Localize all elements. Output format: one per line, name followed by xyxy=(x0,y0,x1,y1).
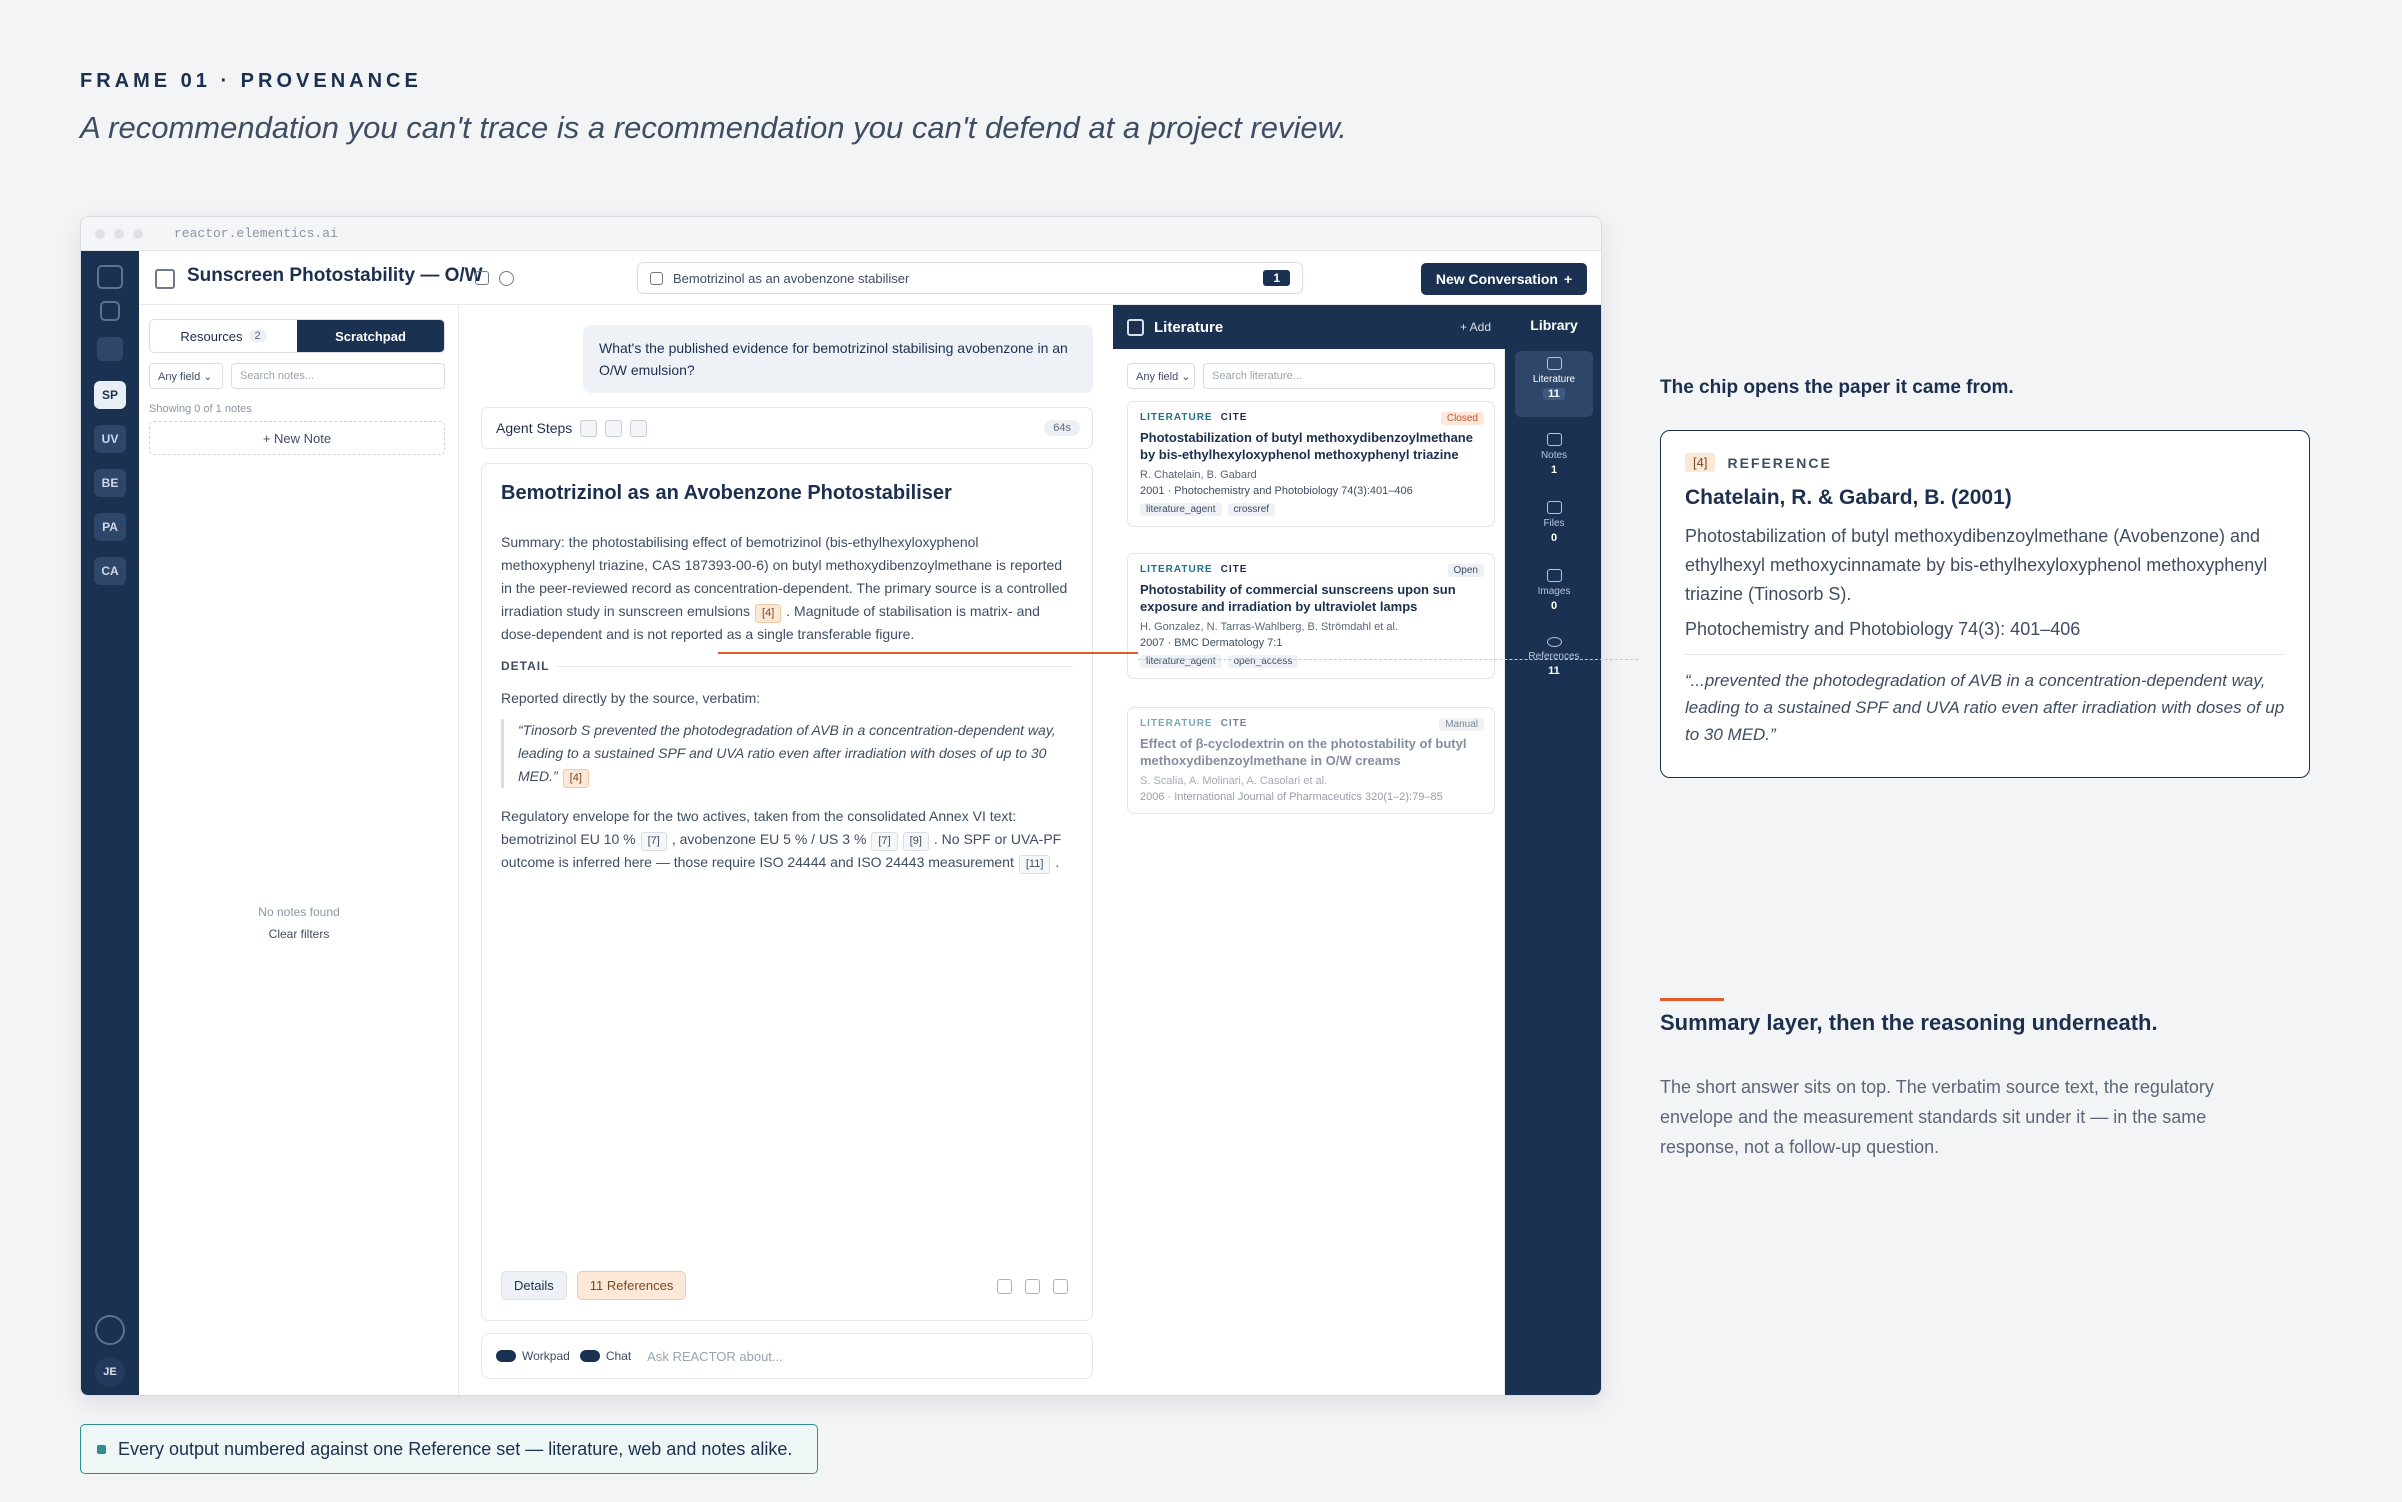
window-dot-icon xyxy=(114,229,124,239)
library-item-count: 11 xyxy=(1543,388,1565,400)
frame-eyebrow: FRAME 01 · PROVENANCE xyxy=(80,70,422,92)
home-icon[interactable] xyxy=(97,265,123,289)
footer-callout xyxy=(80,1424,818,1474)
tag: crossref xyxy=(1228,503,1276,516)
detail-label: DETAIL xyxy=(501,659,550,673)
chat-label: Chat xyxy=(605,1349,632,1363)
rail-item-be[interactable]: BE xyxy=(94,469,126,497)
chat-toggle[interactable] xyxy=(580,1349,631,1363)
agent-steps-bar[interactable] xyxy=(481,407,1093,449)
panel-icon[interactable] xyxy=(100,301,120,321)
library-item-count: 11 xyxy=(1548,665,1560,677)
library-item-images[interactable] xyxy=(1515,563,1593,623)
window-dot-icon xyxy=(95,229,105,239)
references-button[interactable]: 11 References xyxy=(577,1271,687,1300)
literature-card[interactable] xyxy=(1127,401,1495,527)
summary-text: Summary: the photostabilising effect of bemotrizinol (bis-ethylhexyloxyphenol methoxyphenyl triazine, CAS 187393-00-6) on butyl methoxydibenzoylmethane is reported in the peer-reviewed record as concentration-dependent. The primary source is a controlled irradiation study in sunscreen emulsions xyxy=(501,534,1068,619)
workpad-toggle[interactable] xyxy=(496,1349,570,1363)
left-tabs xyxy=(149,319,445,353)
answer-footer xyxy=(501,1271,686,1300)
reference-title: Photostabilization of butyl methoxydibenzoylmethane (Avobenzone) and ethylhexyl methoxycinnamate by bis-ethylhexyloxyphenol methoxyphenyl triazine (Tinosorb S). xyxy=(1685,526,2268,604)
card-kind: LITERATURE xyxy=(1140,718,1213,729)
quote-text: “Tinosorb S prevented the photodegradation of AVB in a concentration-dependent way, leading to a sustained SPF and UVA ratio even after irradiation with doses of up to 30 MED.” xyxy=(518,722,1056,784)
library-item-references[interactable] xyxy=(1515,631,1593,691)
new-conversation-button[interactable] xyxy=(1421,263,1587,295)
reg-text: . xyxy=(1055,854,1060,870)
citation-chip-4[interactable]: [4] xyxy=(755,604,781,623)
new-note-button[interactable]: + New Note xyxy=(149,421,445,455)
tag: literature_agent xyxy=(1140,503,1222,516)
new-conversation-label: New Conversation xyxy=(1435,271,1558,287)
toggle-icon xyxy=(580,1350,600,1362)
window-url: reactor.elementics.ai xyxy=(174,226,338,241)
settings-icon[interactable] xyxy=(95,1315,125,1345)
accent-rule xyxy=(1660,998,1724,1001)
clear-filters-link[interactable]: Clear filters xyxy=(268,927,330,941)
window-titlebar xyxy=(81,217,1601,251)
reg-text: . No SPF or UVA-PF outcome is inferred here — those require ISO 24444 and ISO 24443 measurement xyxy=(501,831,1062,870)
library-item-count: 0 xyxy=(1550,600,1558,612)
status-badge: Manual xyxy=(1439,718,1484,731)
literature-icon xyxy=(1127,319,1144,336)
reg-text: Regulatory envelope for the two actives, taken from the consolidated Annex VI text: bemotrizinol EU 10 % xyxy=(501,808,1017,847)
answer-summary xyxy=(501,531,1073,646)
summary-annotation-heading: Summary layer, then the reasoning underneath. xyxy=(1660,1010,2158,1035)
conversation-search[interactable] xyxy=(637,262,1303,294)
user-avatar[interactable]: JE xyxy=(95,1357,125,1387)
library-item-label: References xyxy=(1528,651,1580,662)
rail-item-ca[interactable]: CA xyxy=(94,557,126,585)
rail-item-pa[interactable]: PA xyxy=(94,513,126,541)
literature-card[interactable] xyxy=(1127,553,1495,679)
agent-steps-label: Agent Steps xyxy=(496,420,573,436)
citation-connector-line xyxy=(718,652,1138,654)
card-source: 2006 · International Journal of Pharmaceutics 320(1–2):79–85 xyxy=(1140,791,1443,803)
tab-scratchpad[interactable]: Scratchpad xyxy=(297,320,444,352)
reference-journal: Photochemistry and Photobiology 74(3): 401–406 xyxy=(1685,619,2285,655)
card-authors: R. Chatelain, B. Gabard xyxy=(1140,469,1257,481)
notes-search-input[interactable]: Search notes... xyxy=(231,363,445,389)
library-item-count: 0 xyxy=(1550,532,1558,544)
reg-text: , avobenzone EU 5 % / US 3 % xyxy=(671,831,867,847)
answer-title: Bemotrizinol as an Avobenzone Photostabiliser xyxy=(501,482,952,504)
library-item-literature[interactable] xyxy=(1515,351,1593,417)
search-count-badge: 1 xyxy=(1263,270,1290,286)
rail-item-uv[interactable]: UV xyxy=(94,425,126,453)
detail-divider xyxy=(501,659,1073,673)
add-literature-button[interactable]: + Add xyxy=(1459,320,1491,334)
library-item-label: Images xyxy=(1537,586,1571,597)
nav-rail xyxy=(81,251,139,1395)
library-item-notes[interactable] xyxy=(1515,427,1593,487)
library-item-count: 1 xyxy=(1550,464,1558,476)
references-connector-line xyxy=(1138,659,1638,660)
cite-button[interactable]: CITE xyxy=(1220,412,1248,423)
notes-empty-state: No notes found xyxy=(258,905,340,919)
edit-icon[interactable] xyxy=(475,271,489,285)
agent-time-badge: 64s xyxy=(1044,420,1080,436)
more-icon[interactable] xyxy=(1053,1279,1068,1294)
verbatim-intro: Reported directly by the source, verbatim: xyxy=(501,690,761,706)
scratchpad-panel xyxy=(139,305,459,1395)
library-item-files[interactable] xyxy=(1515,495,1593,555)
notes-showing-count: Showing 0 of 1 notes xyxy=(149,403,252,415)
frame-tagline: A recommendation you can't trace is a recommendation you can't defend at a project review. xyxy=(80,110,1347,145)
cite-button[interactable]: CITE xyxy=(1220,564,1248,575)
callout-text: Every output numbered against one Reference set — literature, web and notes alike. xyxy=(118,1438,793,1459)
resources-count: 2 xyxy=(249,330,267,342)
notes-field-select[interactable]: Any field ⌄ xyxy=(149,363,223,389)
toggle-icon xyxy=(496,1350,516,1362)
verbatim-quote xyxy=(501,719,1073,788)
card-source: 2007 · BMC Dermatology 7:1 xyxy=(1140,637,1283,649)
reference-popover xyxy=(1660,430,2310,778)
citation-chip-11[interactable]: [11] xyxy=(1019,855,1051,874)
library-item-label: Notes xyxy=(1540,450,1568,461)
literature-card[interactable] xyxy=(1127,707,1495,814)
workpad-label: Workpad xyxy=(522,1349,570,1363)
step-icon xyxy=(605,420,622,437)
regulatory-paragraph xyxy=(501,805,1073,874)
card-kind: LITERATURE xyxy=(1140,564,1213,575)
project-icon[interactable] xyxy=(97,337,123,361)
card-kind: LITERATURE xyxy=(1140,412,1213,423)
user-question: What's the published evidence for bemotrizinol stabilising avobenzone in an O/W emulsion? xyxy=(583,325,1093,393)
composer-input[interactable]: Ask REACTOR about... xyxy=(647,1348,783,1364)
sidebar-toggle-icon[interactable] xyxy=(155,269,175,289)
step-icon xyxy=(630,420,647,437)
copy-icon[interactable] xyxy=(997,1279,1012,1294)
library-title: Library xyxy=(1530,317,1578,333)
tag: open_access xyxy=(1228,655,1299,668)
citation-chip-4[interactable]: [4] xyxy=(563,769,589,788)
card-source: 2001 · Photochemistry and Photobiology 74(3):401–406 xyxy=(1140,485,1413,497)
info-icon[interactable] xyxy=(499,271,514,286)
citation-chip-9[interactable]: [9] xyxy=(903,832,929,851)
window-dot-icon xyxy=(133,229,143,239)
tab-resources[interactable] xyxy=(150,320,297,352)
card-title: Photostability of commercial sunscreens upon sun exposure and irradiation by ultraviolet lamps xyxy=(1140,582,1456,614)
reference-quote: “...prevented the photodegradation of AVB in a concentration-dependent way, leading to a sustained SPF and UVA ratio even after irradiation with doses of up to 30 MED.” xyxy=(1685,671,2285,744)
literature-icon xyxy=(1547,357,1562,370)
conversation-title: Sunscreen Photostability — O/W xyxy=(187,265,483,286)
status-badge: Open xyxy=(1448,564,1484,577)
step-icon xyxy=(580,420,597,437)
reference-authors: Chatelain, R. & Gabard, B. (2001) xyxy=(1685,486,2012,509)
card-title: Photostabilization of butyl methoxydibenzoylmethane by bis-ethylhexyloxyphenol methoxyphenyl triazine xyxy=(1140,430,1473,462)
notes-icon xyxy=(1547,433,1562,446)
card-authors: S. Scalia, A. Molinari, A. Casolari et al. xyxy=(1140,775,1328,787)
card-authors: H. Gonzalez, N. Tarras-Wahlberg, B. Strömdahl et al. xyxy=(1140,621,1398,633)
details-button[interactable]: Details xyxy=(501,1271,567,1300)
thread-icon xyxy=(650,272,663,285)
summary-annotation-body: The short answer sits on top. The verbatim source text, the regulatory envelope and the measurement standards sit under it — in the same response, not a follow-up question. xyxy=(1660,1077,2214,1157)
app-window xyxy=(80,216,1602,1396)
references-icon xyxy=(1547,637,1562,647)
card-title: Effect of β-cyclodextrin on the photostability of butyl methoxydibenzoylmethane in O/W creams xyxy=(1140,736,1467,768)
images-icon xyxy=(1547,569,1562,582)
search-text: Bemotrizinol as an avobenzone stabiliser xyxy=(673,270,910,286)
cite-button[interactable]: CITE xyxy=(1220,718,1248,729)
export-icon[interactable] xyxy=(1025,1279,1040,1294)
citation-chip-7[interactable]: [7] xyxy=(871,832,897,851)
citation-chip-7[interactable]: [7] xyxy=(641,832,667,851)
plus-icon: + xyxy=(1563,271,1573,287)
rail-item-sp[interactable]: SP xyxy=(94,381,126,409)
literature-search-input[interactable]: Search literature... xyxy=(1203,363,1495,389)
reference-label: REFERENCE xyxy=(1727,454,1832,471)
literature-header xyxy=(1113,305,1505,349)
literature-title: Literature xyxy=(1154,318,1224,336)
chip-annotation-heading: The chip opens the paper it came from. xyxy=(1660,377,2014,398)
literature-field-select[interactable]: Any field ⌄ xyxy=(1127,363,1195,389)
library-item-label: Files xyxy=(1543,518,1565,529)
summary-text: . Magnitude of stabilisation is matrix- and dose-dependent and is not reported as a single transferable figure. xyxy=(501,603,1040,642)
library-item-label: Literature xyxy=(1532,374,1576,385)
reference-number: [4] xyxy=(1685,453,1715,472)
composer[interactable] xyxy=(481,1333,1093,1379)
tab-resources-label: Resources xyxy=(180,328,243,344)
status-badge: Closed xyxy=(1441,412,1484,425)
bullet-icon xyxy=(97,1445,106,1454)
files-icon xyxy=(1547,501,1562,514)
tag: literature_agent xyxy=(1140,655,1222,668)
